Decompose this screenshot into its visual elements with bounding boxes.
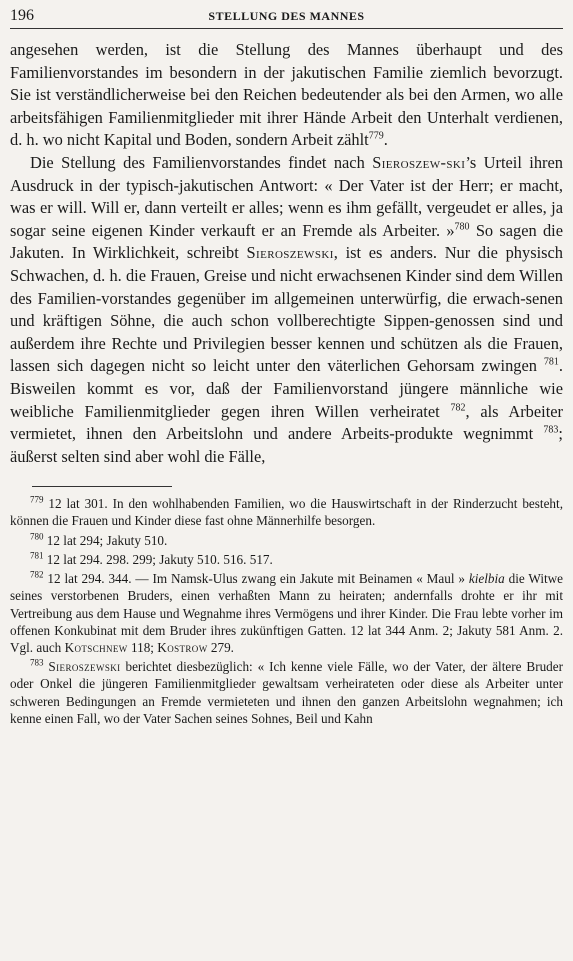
footnote-ref[interactable]: 783 [543, 424, 559, 436]
footnote-number: 781 [30, 550, 44, 561]
footnote-number: 779 [30, 494, 44, 505]
footnote [10, 658, 563, 727]
text-run: . Bisweilen kommt es vor, daß der Familienvorstand jüngere männliche wie weibliche Familienmitglieder gegen ihren Willen verheiratet [10, 356, 563, 421]
footnote-text: die Witwe seines verstorbenen Bruders, einen verhaßten Mann zu heiraten; andernfalls drohte er ihr mit Vertreibung aus dem Hause und Wegnahme ihres Vermögens und ihrer Kinder. Die Frau lebte vorher im offenen Konkubinat mit dem Bruder ihres zukünftigen Gatten. 12 lat 344 Anm. 2; Jakuty 581 Anm. 2. Vgl. auch [10, 571, 564, 655]
footnote-text: 118; [131, 639, 154, 655]
footnote-number: 780 [30, 531, 44, 542]
text-run: ; äußerst selten sind aber wohl die Fälle, [10, 424, 563, 466]
author-name: Sieroszewski [48, 659, 121, 675]
footnote-text: 12 lat 301. In den wohlhabenden Familien, wo die Hauswirtschaft in der Rinderzucht besteht, können die Frauen und Kinder diese fast ohne Männerhilfe besorgen. [10, 496, 563, 529]
italic-term: kielbia [468, 571, 505, 587]
author-name: Sieroszewski [246, 243, 334, 263]
footnote-ref[interactable]: 779 [368, 130, 384, 142]
footnote-text: 279. [210, 639, 234, 655]
footnote-text: 12 lat 294. 344. — Im Namsk-Ulus zwang ein Jakute mit Beinamen « Maul » [47, 571, 465, 587]
footnote-text: berichtet diesbezüglich: « Ich kenne viele Fälle, wo der Vater, der ältere Bruder oder Onkel die jüngeren Familienmitglieder gewaltsam verheirateten oder diese als Arbeiter unter schweren Bedingungen an Fremde vermieteten und ihnen den ganzen Arbeitslohn wegnahmen; ich kenne einen Fall, wo der Vater Sachen seines Sohnes, Beil und Kahn [10, 659, 564, 726]
footnote-number: 783 [30, 657, 44, 668]
page-number: 196 [10, 7, 34, 24]
footnotes [10, 495, 563, 727]
footnote-ref[interactable]: 780 [454, 221, 470, 233]
author-name: Sieroszew-ski [372, 152, 466, 172]
footnote [10, 570, 563, 656]
footnote-ref[interactable]: 781 [543, 356, 559, 368]
footnote-text: 12 lat 294; Jakuty 510. [46, 532, 168, 548]
paragraph [10, 39, 563, 152]
page-header [10, 6, 563, 29]
footnote [10, 551, 563, 568]
text-run: . [383, 130, 388, 150]
footnote-text: 12 lat 294. 298. 299; Jakuty 510. 516. 517. [46, 551, 273, 567]
author-name: Kostrow [157, 639, 208, 655]
running-title: STELLUNG DES MANNES [208, 9, 365, 23]
footnote [10, 532, 563, 549]
footnote-ref[interactable]: 782 [450, 402, 466, 414]
text-run: angesehen werden, ist die Stellung des Mannes überhaupt und des Familienvorstandes im besondern in der jakutischen Familie ziemlich bevorzugt. Sie ist verständlicherweise bei den Reichen bedeutender als bei den Armen, wo alle arbeitsfähigen Familienmitglieder mit ihrer Hände Arbeit den Unterhalt verdienen, d. h. wo nicht Kapital und Boden, sondern Arbeit zählt [10, 40, 563, 150]
footnote-number: 782 [30, 569, 44, 580]
text-run: , als Arbeiter vermietet, ihnen den Arbeitslohn und andere Arbeits-produkte wegnimmt [10, 401, 563, 444]
text-run: So sagen die Jakuten. In Wirklichkeit, schreibt [10, 220, 564, 263]
text-run: ’s Urteil ihren Ausdruck in der typisch-jakutischen Antwort: « Der Vater ist der Herr; er macht, was er will. Will er, dann verteilt er alles; wenn es ihm gefällt, vergeudet er alles, ja sogar seine eigenen Kinder verkauft er an Fremde als Arbeiter. » [10, 152, 563, 240]
paragraph [10, 152, 563, 468]
footnote-divider [32, 486, 172, 487]
text-run: Die Stellung des Familienvorstandes findet nach [30, 152, 365, 172]
footnote [10, 495, 563, 529]
main-text [10, 39, 563, 468]
text-run: , ist es anders. Nur die physisch Schwachen, d. h. die Frauen, Greise und nicht erwachsenen Kinder sind dem Willen des Familien-vorstandes gegenüber im allgemeinen unterwürfig, die erwach-senen und kräftigen Söhne, die auch schon vollberechtigte Sippen-genossen sind und außerdem ihre Rechte und Privilegien besser kennen und schützen als die Frauen, lassen sich dagegen nicht so leicht unter den väterlichen Gehorsam zwingen [10, 243, 563, 376]
author-name: Kotschnew [64, 639, 128, 655]
